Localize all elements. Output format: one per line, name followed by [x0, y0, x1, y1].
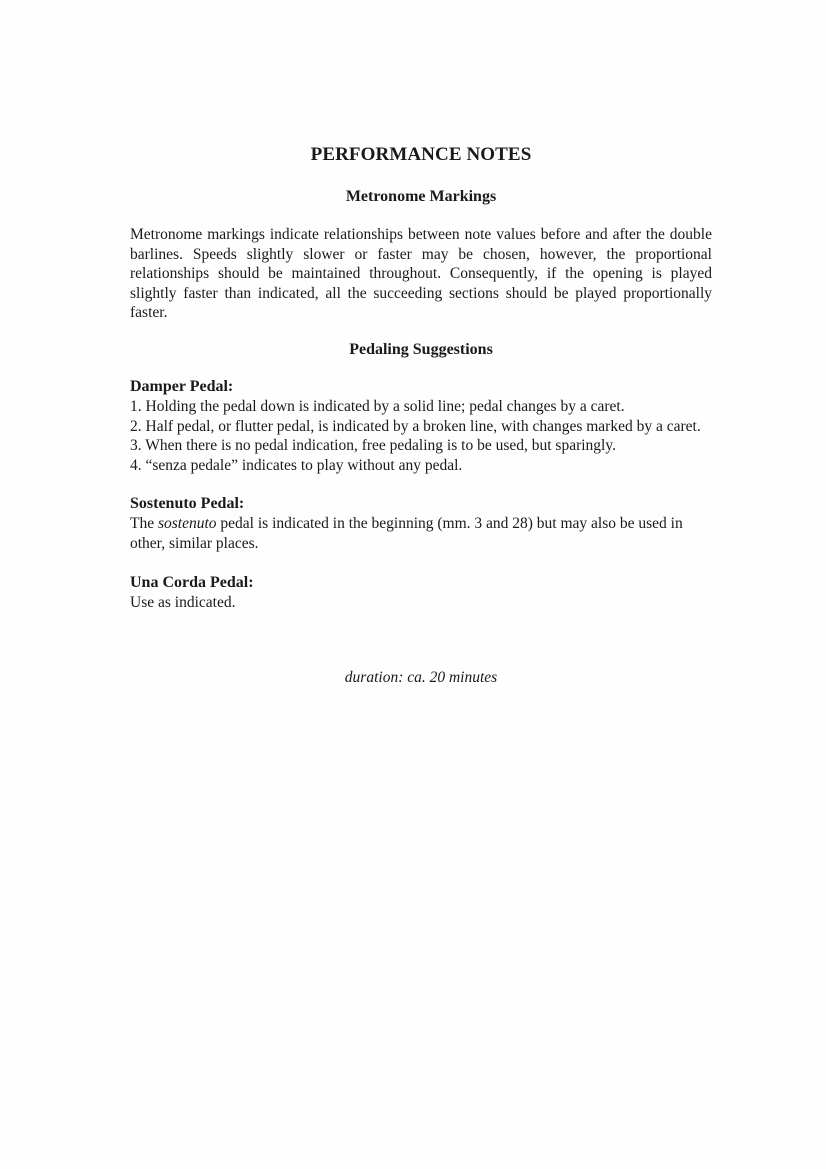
damper-item-4: 4. “senza pedale” indicates to play without any pedal. [130, 456, 463, 474]
sostenuto-text-before: The [130, 515, 158, 533]
document-body [130, 143, 712, 688]
sostenuto-italic: sostenuto [157, 515, 217, 533]
page-title: PERFORMANCE NOTES [310, 144, 532, 165]
sostenuto-text-after: pedal is indicated in the beginning (mm. 3 and 28) but may also be used in other, similar places. [130, 515, 683, 552]
una-corda-pedal-section [130, 573, 712, 613]
metronome-heading: Metronome Markings [345, 188, 497, 205]
damper-item-1: 1. Holding the pedal down is indicated by a solid line; pedal changes by a caret. [130, 397, 625, 415]
metronome-paragraph: Metronome markings indicate relationships between note values before and after the double barlines. Speeds slightly slower or faster may be chosen, however, the proportional relationships should be maintained throughout. Consequently, if the opening is played slightly faster than indicated, all the succeeding sections should be played proportionally faster. [130, 226, 712, 322]
una-corda-pedal-label: Una Corda Pedal: [130, 573, 254, 591]
damper-pedal-section [130, 377, 712, 475]
damper-pedal-label: Damper Pedal: [130, 377, 234, 395]
sostenuto-pedal-label: Sostenuto Pedal: [130, 495, 245, 513]
pedaling-heading: Pedaling Suggestions [349, 340, 493, 358]
duration-note: duration: ca. 20 minutes [344, 669, 498, 687]
damper-item-2: 2. Half pedal, or flutter pedal, is indicated by a broken line, with changes marked by a caret. [130, 417, 701, 435]
sostenuto-pedal-section [130, 494, 712, 553]
sostenuto-paragraph [130, 514, 712, 553]
damper-item-3: 3. When there is no pedal indication, free pedaling is to be used, but sparingly. [130, 437, 616, 455]
una-corda-text: Use as indicated. [130, 593, 236, 611]
